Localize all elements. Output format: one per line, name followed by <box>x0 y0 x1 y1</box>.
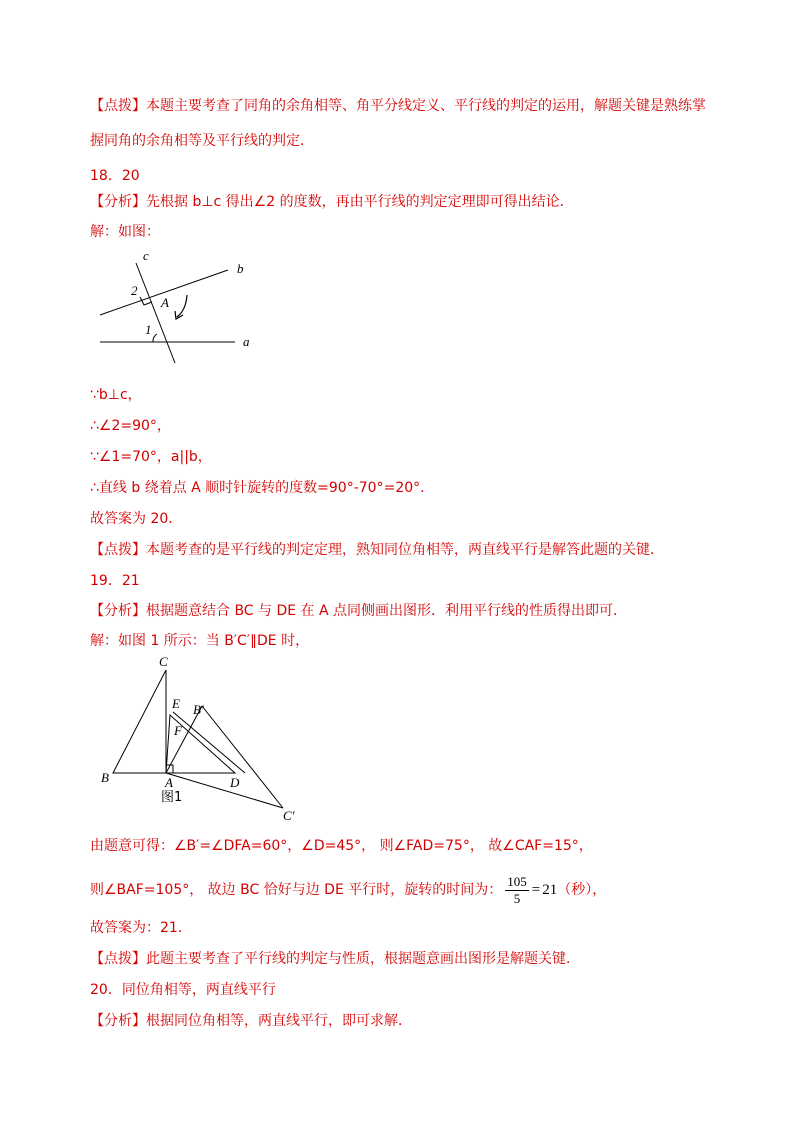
line-ed <box>173 712 245 773</box>
q18-hint: 【点拨】本题考查的是平行线的判定定理，熟知同位角相等，两直线平行是解答此题的关键． <box>90 542 664 558</box>
q18-step-3: ∵∠1=70°，a||b， <box>90 449 212 465</box>
label-angle-1: 1 <box>145 322 152 337</box>
q18-step-4: ∴直线 b 绕着点 A 顺时针旋转的度数=90°-70°=20°． <box>90 480 435 496</box>
label-angle-2: 2 <box>131 283 138 298</box>
q20-analysis: 【分析】根据同位角相等，两直线平行，即可求解． <box>90 1013 412 1029</box>
fraction-denominator: 5 <box>513 890 521 906</box>
label-f: F <box>174 723 182 738</box>
q18-analysis: 【分析】先根据 b⊥c 得出∠2 的度数，再由平行线的判定定理即可得出结论． <box>90 194 574 210</box>
fraction-numerator: 105 <box>507 873 527 889</box>
q18-step-1: ∵b⊥c， <box>90 387 142 403</box>
time-unit: （秒）， <box>557 882 607 898</box>
segment-ac-prime <box>166 773 283 808</box>
q18-solution-intro: 解：如图： <box>90 224 160 240</box>
line-c <box>136 263 175 363</box>
label-c: C <box>159 654 168 669</box>
label-point-a: A <box>161 295 169 310</box>
q18-number: 18．20 <box>90 168 140 184</box>
segment-b-prime-c-prime <box>202 706 283 808</box>
label-b: b <box>237 261 244 276</box>
q18-figure <box>95 245 270 365</box>
q19-number: 19．21 <box>90 573 140 589</box>
angle-1-arc <box>153 334 157 342</box>
q19-step-2 <box>90 872 606 908</box>
q18-step-2: ∴∠2=90°， <box>90 418 171 434</box>
label-c-prime: C′ <box>283 808 295 823</box>
equals-sign: = <box>531 882 541 898</box>
rotation-arrow-icon <box>177 295 187 317</box>
q19-analysis: 【分析】根据题意结合 BC 与 DE 在 A 点同侧画出图形．利用平行线的性质得出即可． <box>90 603 628 619</box>
figure-caption: 图1 <box>161 790 183 805</box>
time-result: 21 <box>542 882 558 898</box>
label-b: B <box>101 770 109 785</box>
label-a: a <box>243 334 250 349</box>
label-c: c <box>143 248 149 263</box>
q20-number: 20．同位角相等，两直线平行 <box>90 982 276 998</box>
label-d: D <box>230 775 240 790</box>
q19-figure <box>95 652 305 830</box>
q19-step-2-prefix: 则∠BAF=105°， 故边 BC 恰好与边 DE 平行时，旋转的时间为： <box>90 882 503 898</box>
label-e: E <box>172 696 180 711</box>
q19-solution-intro: 解：如图 1 所示：当 B′C′∥DE 时， <box>90 633 310 649</box>
label-b-prime: B′ <box>193 702 204 717</box>
hint-17-line-2: 握同角的余角相等及平行线的判定． <box>90 133 314 149</box>
q19-step-1: 由题意可得：∠B′=∠DFA=60°，∠D=45°， 则∠FAD=75°， 故∠CAF=15°， <box>90 838 593 854</box>
hint-17-line-1: 【点拨】本题主要考查了同角的余角相等、角平分线定义、平行线的判定的运用，解题关键是熟练掌 <box>90 98 706 114</box>
label-a: A <box>165 775 173 790</box>
q18-answer: 故答案为 20． <box>90 511 183 527</box>
time-fraction <box>505 874 529 907</box>
triangle-abc <box>113 670 166 773</box>
q19-answer: 故答案为：21． <box>90 920 192 936</box>
q19-hint: 【点拨】此题主要考查了平行线的判定与性质，根据题意画出图形是解题关键． <box>90 951 580 967</box>
